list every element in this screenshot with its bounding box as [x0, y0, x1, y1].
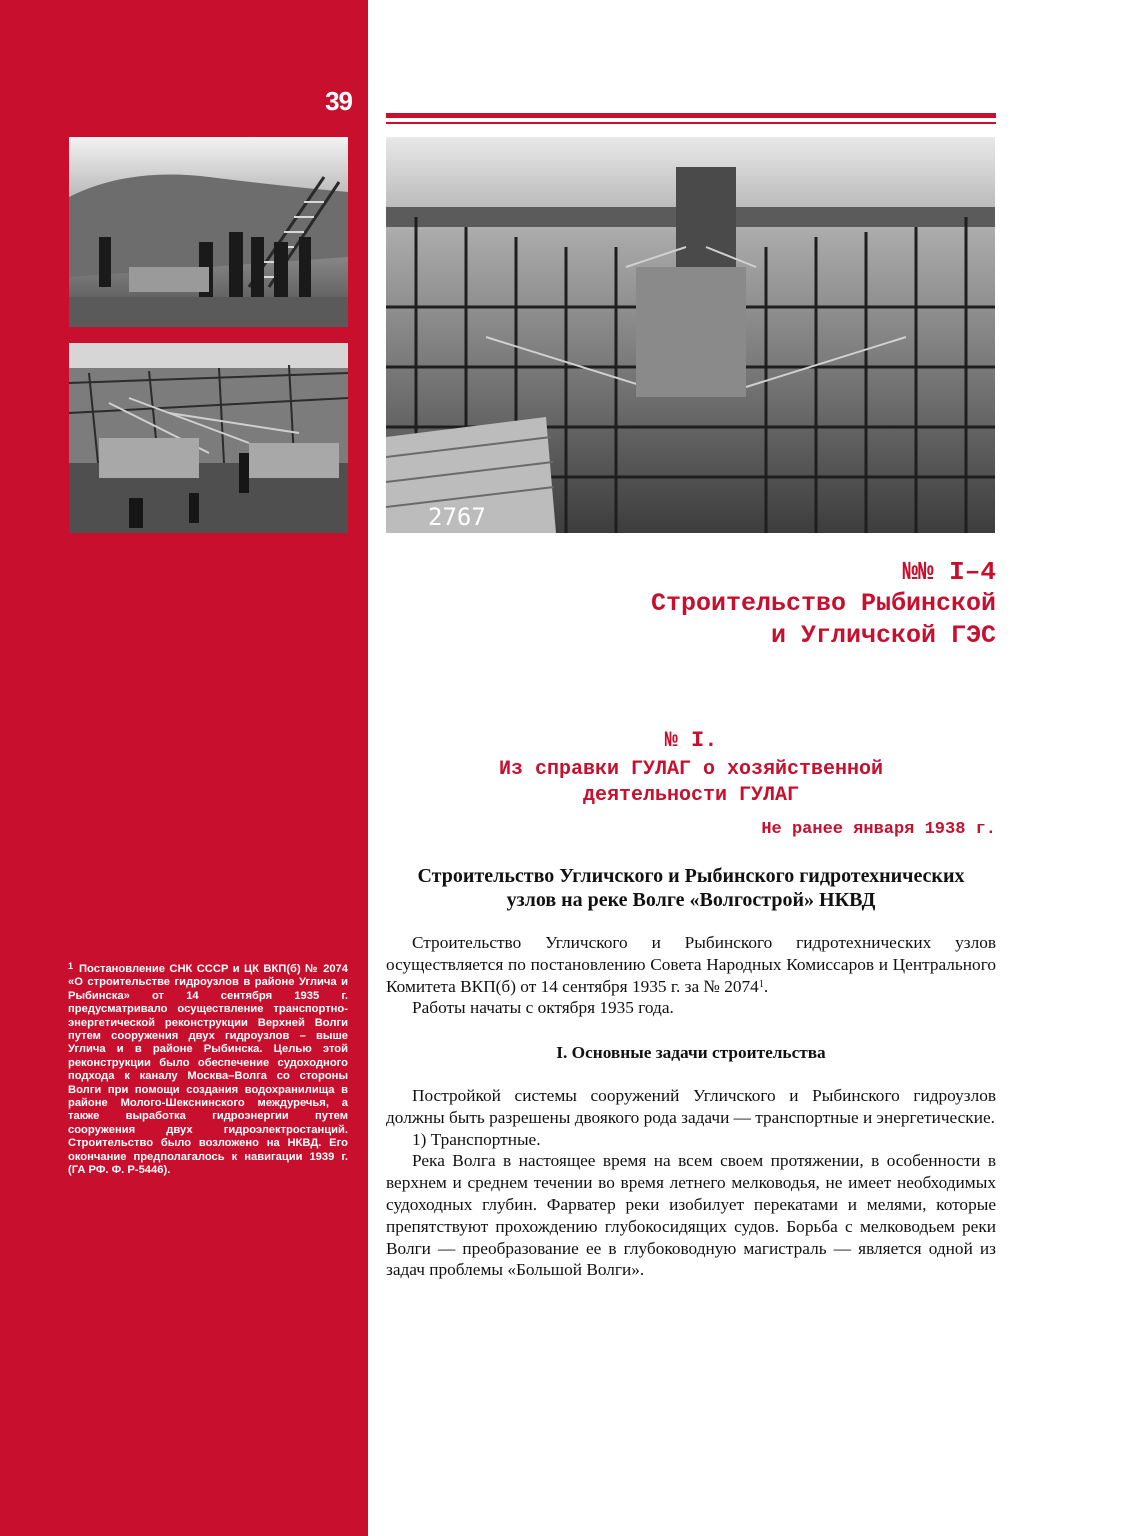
document-title-line-2: деятельности ГУЛАГ [582, 784, 800, 807]
section-title-line-1: Строительство Рыбинской [650, 589, 996, 618]
body-paragraph: Река Волга в настоящее время на всем своем протяжении, в особенности в верхнем и среднем течении во время летнего мелководья, не имеет необходимых судоходных глубин. Фарватер реки изобилует перекатами и мелями, которые препятствуют прохождению глубокосидящих судов. Борьба с мелководьем реки Волги — преобразование ее в глубоководную магистраль — является одной из задач проблемы «Большой Волги». [386, 1151, 996, 1280]
top-rule-thin [386, 122, 996, 124]
section-title [651, 588, 996, 652]
article-heading-line-1: Строительство Угличского и Рыбинского гидротехнических [417, 865, 965, 887]
article-heading-line-2: узлов на реке Волге «Волгострой» НКВД [506, 889, 876, 911]
photo-construction-workers [69, 137, 348, 327]
document-title-line-1: Из справки ГУЛАГ о хозяйственной [498, 758, 884, 781]
photo-construction-pit [69, 343, 348, 533]
footnote-text: Постановление СНК СССР и ЦК ВКП(б) № 2074 «О строительстве гидроузлов в районе Углича и Рыбинска» от 14 сентября 1935 г. предусматривало осуществление транспортно-энергетической реконструкции Верхней Волги путем сооружения двух гидроузлов – выше Углича и в районе Рыбинска. Целью этой реконструкции было обеспечение судоходного подхода к каналу Москва–Волга со стороны Волги при помощи создания водохранилища в районе Молого-Шекснинского междуречья, а также выработка гидроэнергии путем сооружения двух гидроэлектростанций. Строительство было возложено на НКВД. Его окончание предполагалось к навигации 1939 г. (ГА РФ. Ф. Р-5446). [68, 963, 348, 1177]
body-paragraph: Работы начаты с октября 1935 года. [412, 998, 674, 1018]
body-paragraph: Строительство Угличского и Рыбинского гидротехнических узлов осуществляется по постановлению Совета Народных Комиссаров и Центрального Комитета ВКП(б) от 14 сентября 1935 г. за № 2074$^1$. [386, 933, 996, 996]
section-number: №№ I–4 [902, 557, 996, 587]
footnote [68, 963, 348, 1178]
photo-archive-number: 2767 [428, 503, 486, 531]
document-title [386, 757, 996, 809]
document-date: Не ранее января 1938 г. [761, 820, 996, 839]
body-intro [386, 932, 996, 1019]
footnote-ref[interactable]: 1 [758, 978, 764, 990]
section-title-line-2: и Угличской ГЭС [770, 621, 996, 650]
document-number: № I. [664, 728, 718, 753]
page-number: 39 [325, 86, 352, 116]
article-heading [386, 864, 996, 912]
section-subheading: I. Основные задачи строительства [556, 1043, 826, 1062]
body-paragraph: Постройкой системы сооружений Угличского и Рыбинского гидроузлов должны быть разрешены двоякого рода задачи — транспортные и энергетические. [386, 1086, 996, 1127]
top-rule-thick [386, 113, 996, 118]
body-paragraph: 1) Транспортные. [412, 1129, 541, 1149]
photo-hydro-construction-site [386, 137, 995, 533]
body-main [386, 1085, 996, 1281]
footnote-marker: 1 [68, 961, 74, 971]
